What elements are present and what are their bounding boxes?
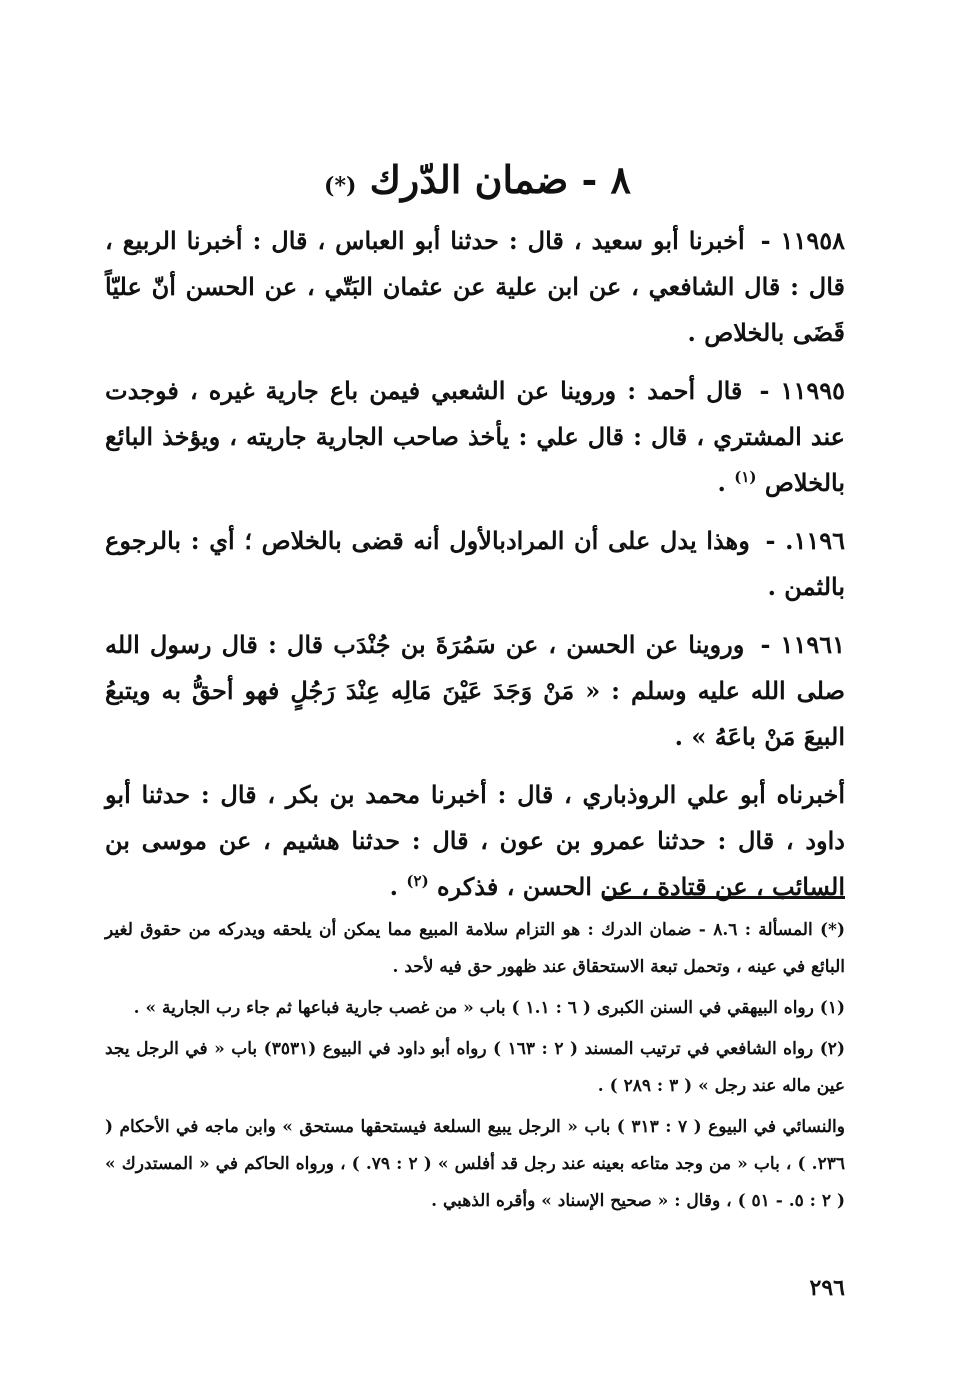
paragraph-text: قال أحمد : وروينا عن الشعبي فيمن باع جارية غيره ، فوجدت عند المشتري ، قال : قال علي : يأخذ صاحب الجارية جاريته ، ويؤخذ البائع بالخلاص [105, 376, 845, 497]
paragraph-text: أخبرنا أبو سعيد ، قال : حدثنا أبو العباس ، قال : أخبرنا الربيع ، قال : قال الشافعي ، عن ابن علية عن عثمان البَتّي ، عن الحسن أنّ عليّاً قَضَى بالخلاص . [105, 226, 845, 347]
paragraph-text: وروينا عن الحسن ، عن سَمُرَةَ بن جُنْدَب قال : قال رسول الله صلى الله عليه وسلم : « مَنْ وَجَدَ عَيْنَ مَالِه عِنْدَ رَجُلٍ فهو أحقُّ به ويتبعُ البيعَ مَنْ باعَهُ » . [105, 630, 846, 751]
footnote-reference: (٢) [406, 872, 429, 890]
paragraph-number: ١١٩٥٨ - [760, 226, 845, 255]
footnote-1: (١) رواه البيهقي في السنن الكبرى ( ٦ : ١.١ ) باب « من غصب جارية فباعها ثم جاء رب الجارية » . [133, 998, 845, 1018]
footnote-2-continued: والنسائي في البيوع ( ٧ : ٣١٣ ) باب « الرجل يبيع السلعة فيستحقها مستحق » وابن ماجه في الأحكام ( ٢٣٦. ) ، باب « من وجد متاعه بعينه عند رجل قد أفلس » ( ٢ : ٧٩. ) ، ورواه الحاكم في « المستدرك » ( ٢ : ٥. - ٥١ ) ، وقال : « صحيح الإسناد » وأقره الذهبي . [105, 1117, 845, 1211]
main-text [105, 218, 845, 922]
paragraph-11961 [105, 622, 845, 760]
heading-footnote-marker: (*) [324, 173, 357, 199]
paragraph-number: ١١٩٦. - [765, 526, 845, 555]
paragraph-number: ١١٩٩٥ - [759, 376, 845, 405]
heading-text: ٨ - ضمان الدّرك [369, 157, 631, 202]
sentence-end: . [717, 468, 726, 497]
footnote-star: (*) المسألة : ٨.٦ - ضمان الدرك : هو التزام سلامة المبيع مما يمكن أن يلحقه ويدركه من حقوق لغير البائع في عينه ، وتحمل تبعة الاستحقاق عند ظهور حق فيه لأحد . [105, 920, 845, 977]
footnote-2: (٢) رواه الشافعي في ترتيب المسند ( ٢ : ١٦٣ ) رواه أبو داود في البيوع (٣٥٣١) باب « في الرجل يجد عين ماله عند رجل » ( ٣ : ٢٨٩ ) . [105, 1039, 845, 1096]
paragraph-isnad [105, 772, 845, 910]
paragraph-11995 [105, 368, 845, 506]
paragraph-number: ١١٩٦١ - [760, 630, 845, 659]
paragraph-text: أخبرناه أبو علي الروذباري ، قال : أخبرنا محمد بن بكر ، قال : حدثنا أبو داود ، قال : حدثنا عمرو بن عون ، قال : حدثنا هشيم ، عن موسى بن السائب ، عن قتادة ، عن الحسن ، فذكره [105, 780, 845, 901]
paragraph-11960 [105, 518, 845, 610]
footnotes [105, 912, 845, 1224]
footnote-separator [605, 896, 845, 899]
sentence-end: . [389, 872, 399, 901]
section-heading [0, 150, 955, 216]
paragraph-11958 [105, 218, 845, 356]
paragraph-text: وهذا يدل على أن المرادبالأول أنه قضى بالخلاص ؛ أي : بالرجوع بالثمن . [105, 526, 845, 601]
page-number: ٢٩٦ [809, 1275, 845, 1301]
footnote-reference: (١) [734, 468, 757, 486]
